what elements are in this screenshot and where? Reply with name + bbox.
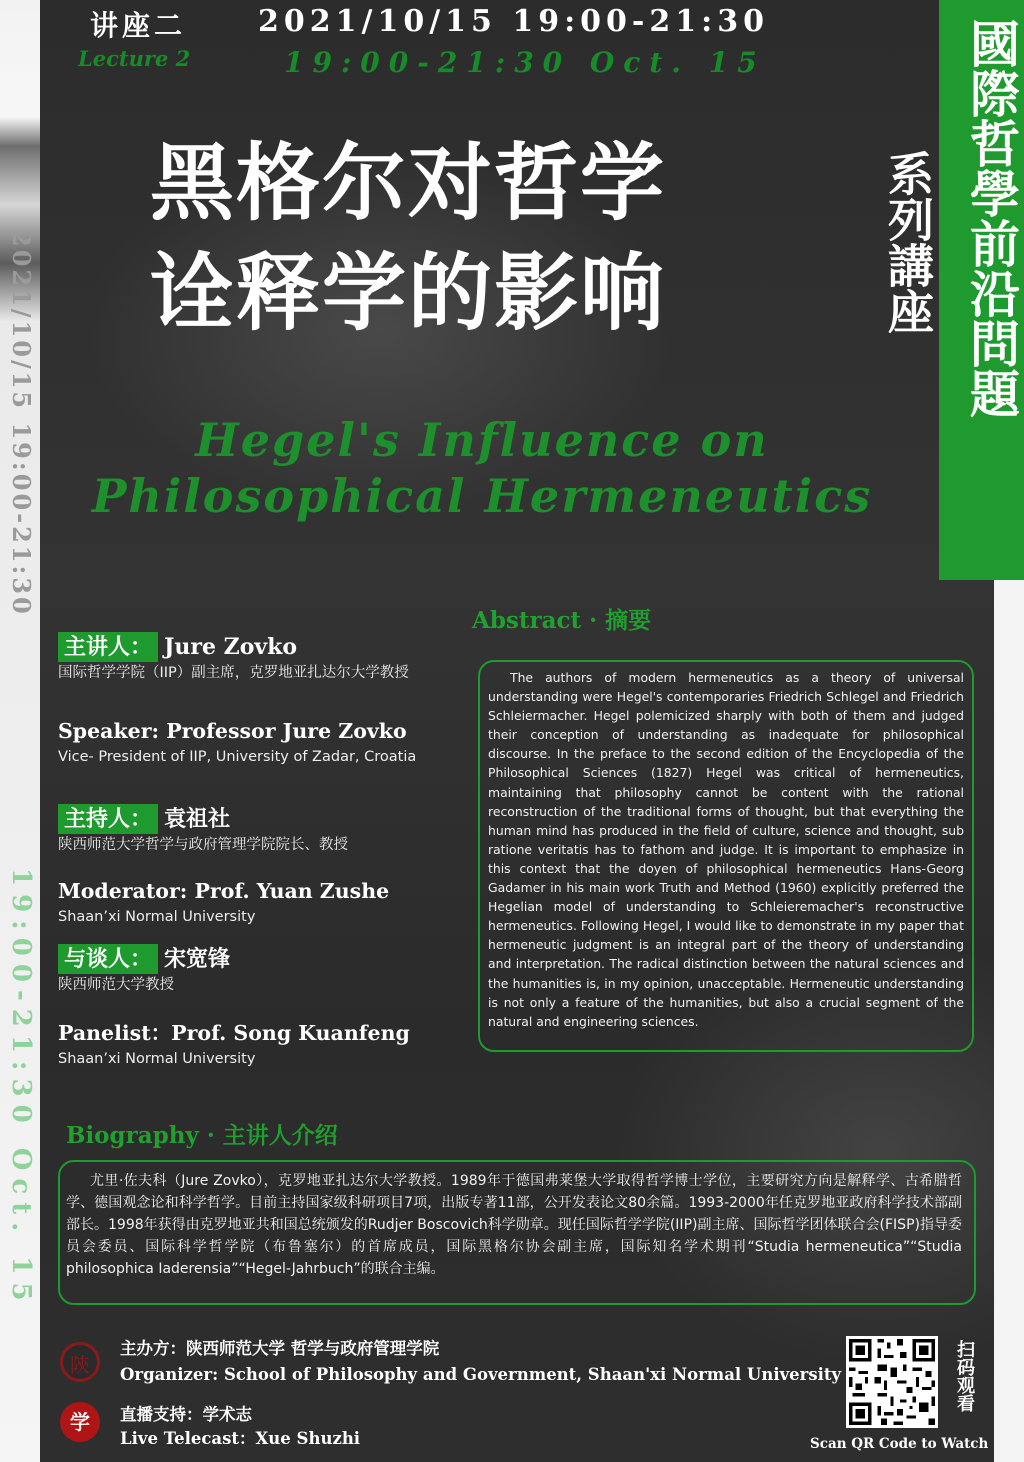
biography-heading: Biography · 主讲人介绍 [66,1122,338,1149]
speaker-desc-en: Vice- President of IIP, University of Zadar, Croatia [58,749,417,765]
moderator-en-block [58,876,478,928]
live-telecast-cn: 直播支持：学术志 [120,1405,252,1424]
live-telecast-en: Live Telecast：Xue Shuzhi [120,1429,361,1448]
panelist-block [58,944,478,996]
university-seal-logo: 陝 [60,1342,100,1382]
abstract-heading: Abstract · 摘要 [472,607,652,634]
panelist-heading-en: Panelist：Prof. Song Kuanfeng [58,1021,410,1045]
panelist-desc-en: Shaan’xi Normal University [58,1051,256,1067]
event-time-en: 19:00-21:30 Oct. 15 [284,46,766,79]
lecture-number-cn: 讲座二 [90,9,187,42]
vertical-date-upper: 2021/10/15 19:00-21:30 [7,230,36,617]
abstract-text: The authors of modern hermeneutics as a theory of universal understanding were Hegel's contemporaries Friedrich Schlegel and Friedrich Schleiermacher. Hegel polemicized sharply with both of them and judged their conception of understanding as inadequate for philosophical discourse. In the preface to the second edition of the Encyclopedia of the Philosophical Sciences (1827) Hegel was critical of hermeneutics, maintaining that philosophy cannot be content with the rational reconstruction of the traditional forms of thought, but that everything the human mind has produced in the field of culture, science and thought, sub ratione veritatis has to fathom and judge. It is important to emphasize in this context that the doyen of philosophical hermeneutics Hans-Georg Gadamer in his main work Truth and Method (1960) explicitly preferred the Hegelian model of understanding to Schleieremacher's reconstructive hermeneutics. Following Hegel, I would like to demonstrate in my paper that hermeneutic judgment is an integral part of the theory of understanding and interpretation. The radical distinction between the natural sciences and the humanities is, in my opinion, unacceptable. Hermeneutic understanding is not only a feature of the humanities, but also a crucial segment of the natural and engineering sciences. [488,670,964,1029]
series-title: 國際哲學前沿問題 [962,18,1021,418]
moderator-desc-en: Shaan’xi Normal University [58,909,256,925]
event-date: 2021/10/15 19:00-21:30 [258,4,769,39]
organizer-cn: 主办方：陕西师范大学 哲学与政府管理学院 [120,1339,440,1358]
title-en-line-2: Philosophical Hermeneutics [91,469,873,523]
qr-code[interactable] [846,1336,938,1428]
scan-label-en: Scan QR Code to Watch [810,1436,989,1452]
series-subtitle: 系列講座 [881,150,935,334]
lecture-title-cn [150,128,830,348]
panelist-name-cn: 宋宽锋 [164,946,231,972]
lecture-number-en: Lecture 2 [78,46,191,71]
speaker-name-cn: Jure Zovko [164,634,298,660]
panelist-desc-cn: 陕西师范大学教授 [58,977,174,993]
moderator-heading-en: Moderator: Prof. Yuan Zushe [58,879,390,903]
panelist-en-block [58,1018,478,1070]
biography-text: 尤里·佐夫科（Jure Zovko），克罗地亚扎达尔大学教授。1989年于德国弗莱堡大学取得哲学博士学位，主要研究方向是解释学、古希腊哲学、德国观念论和科学哲学。目前主持国家级科研项目7项，出版专著11部，公开发表论文80余篇。1993-2000年任克罗地亚政府科学技术部副部长。1998年获得由克罗地亚共和国总统颁发的Rudjer Boscovich科学勋章。现任国际哲学学院(IIP)副主席、国际哲学团体联合会(FISP)指导委员会委员、国际科学哲学院（布鲁塞尔）的首席成员，国际黑格尔协会副主席，国际知名学术期刊“Studia hermeneutica”“Studia philosophica Iaderensia”“Hegel-Jahrbuch”的联合主编。 [66,1173,962,1277]
series-banner [939,0,1024,580]
title-cn-line-1: 黑格尔对哲学 [150,133,667,232]
biography-box [58,1160,976,1305]
moderator-label: 主持人： [58,804,158,834]
title-en-line-1: Hegel's Influence on [195,413,769,467]
moderator-block [58,804,478,856]
speaker-heading-en: Speaker: Professor Jure Zovko [58,719,407,743]
lecture-title-en [72,412,892,524]
organizer-en: Organizer: School of Philosophy and Government, Shaan'xi Normal University [120,1365,842,1384]
speaker-block [58,632,478,684]
panelist-label: 与谈人： [58,944,158,974]
xueshuzhi-logo: 学 [60,1402,100,1442]
speaker-en-block [58,716,478,768]
moderator-name-cn: 袁祖社 [164,806,231,832]
moderator-desc-cn: 陕西师范大学哲学与政府管理学院院长、教授 [58,837,348,853]
speaker-label: 主讲人： [58,632,158,662]
abstract-box [478,660,974,1052]
vertical-date-lower: 19:00-21:30 Oct. 15 [6,868,36,1309]
speaker-desc-cn: 国际哲学学院（IIP）副主席，克罗地亚扎达尔大学教授 [58,665,409,681]
scan-label-cn: 扫码观看 [954,1340,975,1412]
title-cn-line-2: 诠释学的影响 [150,243,667,342]
